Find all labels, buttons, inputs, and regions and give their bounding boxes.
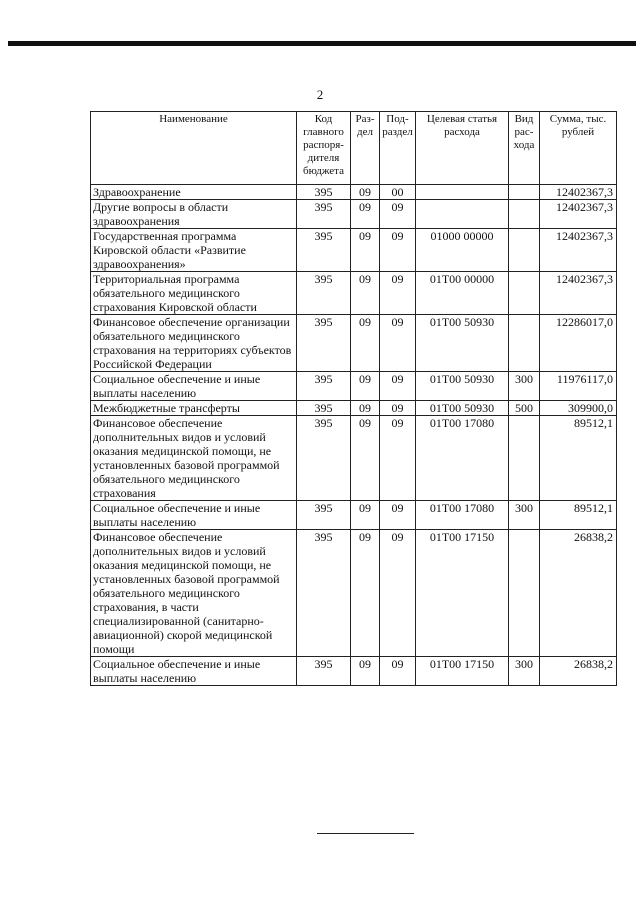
table-row — [91, 657, 617, 686]
cell-sum: 26838,2 — [540, 657, 617, 686]
cell-name: Государственная программа Кировской области «Развитие здравоохранения» — [91, 229, 297, 272]
cell-subsection: 09 — [380, 501, 416, 530]
cell-name: Финансовое обеспечение дополнительных видов и условий оказания медицинской помощи, не установленных базовой программой обязательного медицинского страхования, в части специализированной (санитарно-авиационной) скорой медицинской помощи — [91, 530, 297, 657]
cell-name: Социальное обеспечение и иные выплаты населению — [91, 657, 297, 686]
cell-code: 395 — [297, 185, 351, 200]
cell-code: 395 — [297, 372, 351, 401]
table-row — [91, 416, 617, 501]
page-number: 2 — [316, 87, 324, 102]
cell-section: 09 — [351, 501, 380, 530]
cell-sum: 12286017,0 — [540, 315, 617, 372]
cell-subsection: 09 — [380, 315, 416, 372]
cell-section: 09 — [351, 200, 380, 229]
cell-subsection: 09 — [380, 372, 416, 401]
table-row — [91, 272, 617, 315]
cell-subsection: 09 — [380, 401, 416, 416]
cell-sum: 309900,0 — [540, 401, 617, 416]
cell-target: 01Т00 17080 — [416, 501, 509, 530]
bottom-rule — [317, 833, 414, 834]
budget-table — [90, 111, 617, 686]
header-target: Целевая статья расхода — [416, 112, 509, 185]
header-code: Код главного распоря- дителя бюджета — [297, 112, 351, 185]
top-rule — [8, 41, 636, 46]
cell-target: 01Т00 50930 — [416, 315, 509, 372]
cell-type — [509, 530, 540, 657]
cell-section: 09 — [351, 272, 380, 315]
table-row — [91, 372, 617, 401]
cell-code: 395 — [297, 272, 351, 315]
table-row — [91, 530, 617, 657]
cell-type — [509, 200, 540, 229]
cell-target: 01Т00 17150 — [416, 657, 509, 686]
cell-type: 300 — [509, 657, 540, 686]
cell-code: 395 — [297, 501, 351, 530]
table-row — [91, 401, 617, 416]
cell-name: Здравоохранение — [91, 185, 297, 200]
table-body — [91, 185, 617, 686]
table-row — [91, 200, 617, 229]
cell-name: Социальное обеспечение и иные выплаты населению — [91, 501, 297, 530]
cell-target — [416, 200, 509, 229]
cell-sum: 12402367,3 — [540, 272, 617, 315]
cell-section: 09 — [351, 315, 380, 372]
header-row — [91, 112, 617, 185]
cell-code: 395 — [297, 200, 351, 229]
cell-type: 300 — [509, 372, 540, 401]
header-type: Вид рас- хода — [509, 112, 540, 185]
cell-section: 09 — [351, 372, 380, 401]
cell-section: 09 — [351, 401, 380, 416]
cell-sum: 26838,2 — [540, 530, 617, 657]
cell-target: 01Т00 00000 — [416, 272, 509, 315]
header-subsection: Под- раздел — [380, 112, 416, 185]
cell-target: 01Т00 50930 — [416, 401, 509, 416]
table-row — [91, 315, 617, 372]
cell-target — [416, 185, 509, 200]
cell-code: 395 — [297, 229, 351, 272]
cell-code: 395 — [297, 530, 351, 657]
cell-type — [509, 272, 540, 315]
table-row — [91, 501, 617, 530]
cell-subsection: 09 — [380, 657, 416, 686]
cell-section: 09 — [351, 657, 380, 686]
cell-type — [509, 185, 540, 200]
cell-subsection: 09 — [380, 229, 416, 272]
cell-target: 01Т00 17080 — [416, 416, 509, 501]
cell-section: 09 — [351, 530, 380, 657]
cell-sum: 89512,1 — [540, 501, 617, 530]
cell-type: 300 — [509, 501, 540, 530]
cell-sum: 89512,1 — [540, 416, 617, 501]
cell-subsection: 09 — [380, 200, 416, 229]
cell-sum: 11976117,0 — [540, 372, 617, 401]
cell-name: Финансовое обеспечение организации обязательного медицинского страхования на территориях субъектов Российской Федерации — [91, 315, 297, 372]
cell-sum: 12402367,3 — [540, 200, 617, 229]
header-name: Наименование — [91, 112, 297, 185]
cell-code: 395 — [297, 416, 351, 501]
table-row — [91, 229, 617, 272]
cell-section: 09 — [351, 416, 380, 501]
cell-code: 395 — [297, 315, 351, 372]
cell-section: 09 — [351, 229, 380, 272]
cell-type — [509, 315, 540, 372]
cell-name: Другие вопросы в области здравоохранения — [91, 200, 297, 229]
cell-type: 500 — [509, 401, 540, 416]
cell-subsection: 09 — [380, 272, 416, 315]
cell-subsection: 00 — [380, 185, 416, 200]
cell-subsection: 09 — [380, 416, 416, 501]
cell-type — [509, 229, 540, 272]
cell-name: Межбюджетные трансферты — [91, 401, 297, 416]
cell-type — [509, 416, 540, 501]
table-row — [91, 185, 617, 200]
cell-section: 09 — [351, 185, 380, 200]
cell-sum: 12402367,3 — [540, 229, 617, 272]
cell-name: Финансовое обеспечение дополнительных видов и условий оказания медицинской помощи, не установленных базовой программой обязательного медицинского страхования — [91, 416, 297, 501]
cell-name: Социальное обеспечение и иные выплаты населению — [91, 372, 297, 401]
header-sum: Сумма, тыс. рублей — [540, 112, 617, 185]
cell-subsection: 09 — [380, 530, 416, 657]
cell-name: Территориальная программа обязательного медицинского страхования Кировской области — [91, 272, 297, 315]
cell-target: 01Т00 17150 — [416, 530, 509, 657]
cell-code: 395 — [297, 657, 351, 686]
header-section: Раз- дел — [351, 112, 380, 185]
cell-target: 01000 00000 — [416, 229, 509, 272]
cell-code: 395 — [297, 401, 351, 416]
cell-target: 01Т00 50930 — [416, 372, 509, 401]
cell-sum: 12402367,3 — [540, 185, 617, 200]
